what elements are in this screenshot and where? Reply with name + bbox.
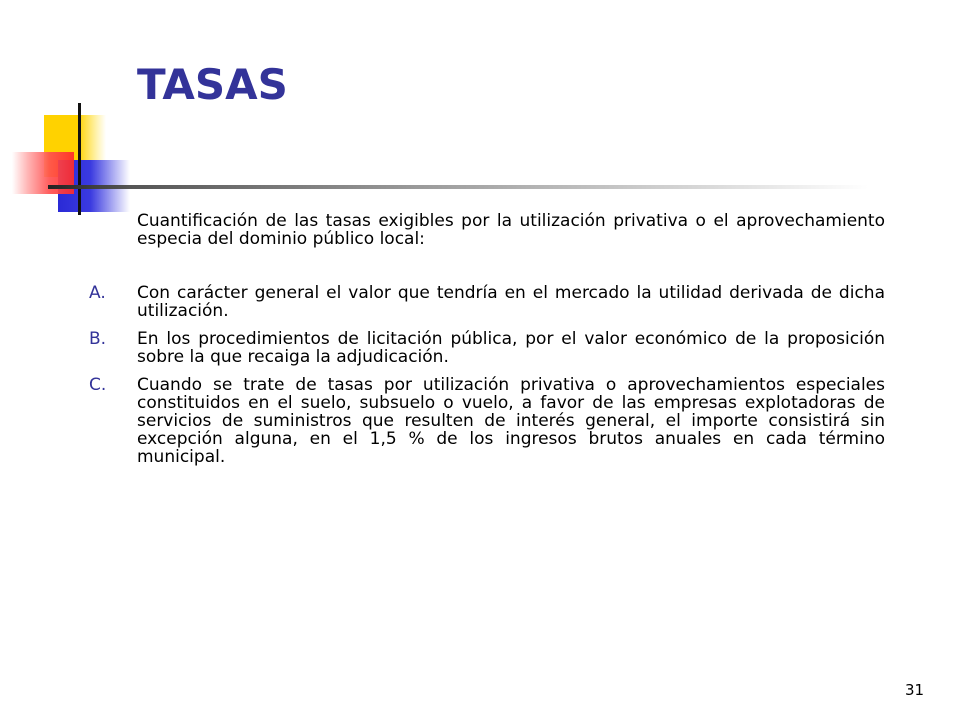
list-item-text: Con carácter general el valor que tendría en el mercado la utilidad derivada de dicha utilización. xyxy=(137,283,885,321)
list-marker: A. xyxy=(89,283,106,303)
decorative-logo xyxy=(0,0,960,230)
list-item xyxy=(89,376,885,466)
list-item-text: En los procedimientos de licitación pública, por el valor económico de la proposición sobre la que recaiga la adjudicación. xyxy=(137,329,885,367)
list-item-text: Cuando se trate de tasas por utilización privativa o aprovechamientos especiales constituidos en el suelo, subsuelo o vuelo, a favor de las empresas explotadoras de servicios de suministros que resulten de interés general, el importe consistirá sin excepción alguna, en el 1,5 % de los ingresos brutos anuales en cada término municipal. xyxy=(137,375,885,467)
list-item xyxy=(89,284,885,320)
list-marker: B. xyxy=(89,329,107,349)
rules-list xyxy=(89,284,885,476)
horizontal-divider-line xyxy=(48,185,868,189)
page-number: 31 xyxy=(905,681,925,699)
list-item xyxy=(89,330,885,366)
vertical-divider-line xyxy=(78,103,81,215)
list-marker: C. xyxy=(89,375,107,395)
slide-title: TASAS xyxy=(137,60,288,109)
intro-paragraph: Cuantificación de las tasas exigibles por la utilización privativa o el aprovechamiento especia del dominio público local: xyxy=(137,211,885,249)
